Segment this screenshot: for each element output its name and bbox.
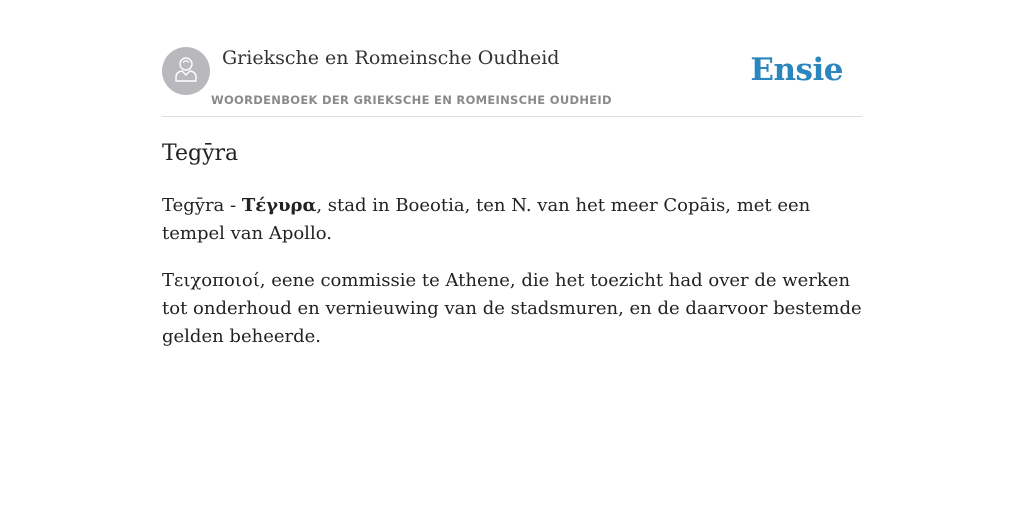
entry-paragraph: Τειχοποιοί, eene commissie te Athene, die het toezicht had over de werken tot onderhoud en vernieuwing van de stadsmuren, en de daarvoor bestemde gelden beheerde. bbox=[162, 270, 862, 347]
greek-term: Τέγυρα bbox=[241, 195, 317, 216]
book-subtitle: WOORDENBOEK DER GRIEKSCHE EN ROMEINSCHE OUDHEID bbox=[211, 93, 612, 107]
term-separator: - bbox=[224, 195, 242, 216]
entry-title: Tegȳra bbox=[162, 141, 239, 166]
avatar[interactable] bbox=[162, 47, 210, 95]
header bbox=[162, 46, 862, 117]
brand-logo[interactable]: Ensie bbox=[750, 52, 843, 88]
entry-content bbox=[162, 138, 862, 351]
entry-definition: , stad in Boeotia, ten N. van het meer Copāis, met een tempel van Apollo. bbox=[162, 195, 811, 244]
entry-term: Tegȳra bbox=[162, 195, 225, 216]
book-title[interactable]: Grieksche en Romeinsche Oudheid bbox=[222, 47, 560, 69]
user-icon bbox=[171, 54, 201, 88]
entry-paragraph bbox=[162, 192, 862, 248]
